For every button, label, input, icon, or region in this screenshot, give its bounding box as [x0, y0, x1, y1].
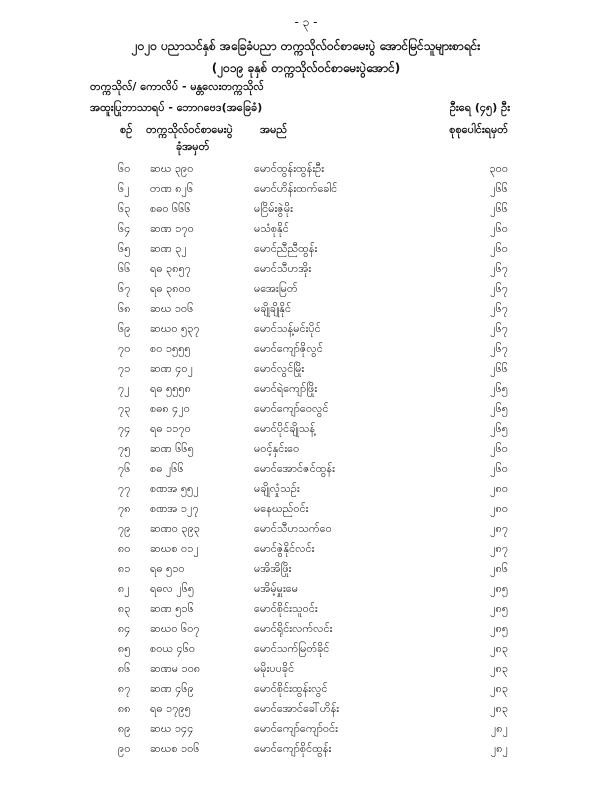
row-indent: [0, 300, 118, 320]
table-row: [0, 660, 612, 680]
table-row: [0, 280, 612, 300]
total-score: ၂၆၅: [490, 382, 508, 395]
row-indent: [0, 700, 118, 720]
total-score: ၂၆၀: [490, 442, 508, 455]
total-score: ၂၈၇: [490, 542, 508, 555]
row-indent: [0, 180, 118, 200]
row-indent: [0, 600, 118, 620]
table-row: [0, 440, 612, 460]
total-score: ၂၈၃: [490, 702, 508, 715]
row-number: ၉၀: [118, 742, 131, 755]
row-number: ၇၀: [118, 342, 131, 355]
row-number: ၆၉: [118, 322, 131, 335]
table-row: [0, 160, 612, 180]
row-indent: [0, 320, 118, 340]
row-indent: [0, 500, 118, 520]
table-row: [0, 400, 612, 420]
table-row: [0, 300, 612, 320]
row-margin: [508, 600, 612, 620]
row-number: ၆၆: [118, 262, 131, 275]
column-header-roll-line2: ခုံအမှတ်: [176, 140, 210, 153]
row-margin: [508, 180, 612, 200]
column-header-score: စုစုပေါင်းရမှတ်: [449, 123, 508, 136]
row-margin: [508, 220, 612, 240]
row-indent: [0, 560, 118, 580]
table-row: [0, 320, 612, 340]
row-margin: [508, 320, 612, 340]
student-name: မောင်သန့်မင်းပိုင်: [254, 322, 321, 335]
row-number: ၈၆: [118, 662, 131, 675]
row-indent: [0, 580, 118, 600]
row-number: ၇၃: [118, 402, 131, 415]
total-score: ၂၆၅: [490, 422, 508, 435]
row-number: ၇၈: [118, 502, 131, 515]
row-margin: [508, 300, 612, 320]
roll-number: စဓ၀ ၆၆၆: [150, 202, 191, 215]
table-row: [0, 500, 612, 520]
table-row: [0, 720, 612, 740]
total-score: ၂၆၀: [490, 222, 508, 235]
row-number: ၈၅: [118, 642, 131, 655]
row-number: ၆၇: [118, 282, 131, 295]
row-number: ၆၄: [118, 222, 131, 235]
roll-number: ဆဃစ ၁၀၆: [150, 742, 200, 755]
row-margin: [508, 660, 612, 680]
row-number: ၈၄: [118, 622, 131, 635]
roll-number: ဆဏ၀ ၃၉၃: [150, 522, 200, 535]
table-row: [0, 560, 612, 580]
student-name: မောင်ကျော်စိုင်ထွန်း: [254, 742, 332, 755]
roll-number: ဆဃ ၃၉၀: [150, 162, 194, 175]
row-margin: [508, 520, 612, 540]
table-row: [0, 640, 612, 660]
row-indent: [0, 200, 118, 220]
roll-number: တဏ ၈၂၆: [150, 182, 194, 195]
row-margin: [508, 700, 612, 720]
table-row: [0, 620, 612, 640]
roll-number: ရဓ ၃၈၀၀: [150, 282, 191, 295]
row-number: ၇၁: [118, 362, 131, 375]
row-indent: [0, 440, 118, 460]
student-name: မောင်သီဟသက်ဝေ: [254, 522, 332, 535]
student-name: မမိုးပပခိုင်: [254, 662, 295, 675]
student-name: မအေးမြတ်: [254, 282, 298, 295]
student-name: မောင်လွင်မြိုး: [254, 362, 305, 375]
table-row: [0, 540, 612, 560]
row-number: ၆၅: [118, 242, 131, 255]
roll-number: စဏအ ၅၅၂: [150, 482, 199, 495]
student-name: မောင်ထွန်းထွန်းဦး: [254, 162, 325, 175]
row-number: ၈၈: [118, 702, 131, 715]
total-score: ၂၈၅: [490, 602, 508, 615]
row-indent: [0, 160, 118, 180]
row-margin: [508, 500, 612, 520]
student-name: မောင်အောင်ခေါ်ဟိန်း: [254, 702, 340, 715]
total-score: ၂၈၀: [490, 482, 508, 495]
row-margin: [508, 280, 612, 300]
row-margin: [508, 560, 612, 580]
roll-number: စဓ ၂၆၆: [150, 462, 184, 475]
roll-number: ဆဃ၀ ၆၀၇: [150, 622, 200, 635]
student-name: မချိုချိုနိုင်: [254, 302, 292, 315]
row-number: ၇၇: [118, 482, 131, 495]
total-score: ၂၈၇: [490, 522, 508, 535]
row-margin: [508, 260, 612, 280]
row-margin: [508, 720, 612, 740]
row-indent: [0, 520, 118, 540]
total-score: ၂၆၇: [490, 282, 508, 295]
total-score: ၂၆၇: [490, 302, 508, 315]
total-score: ၂၆၅: [490, 402, 508, 415]
table-row: [0, 260, 612, 280]
student-name: မောင်သီဟအိုး: [254, 262, 312, 275]
student-name: မောင်ကျော်ဝေလွင်: [254, 402, 329, 415]
row-number: ၈၇: [118, 682, 131, 695]
student-name: မအိမ့်မှူးမေ: [254, 582, 298, 595]
student-name: မောင်ပိုင်ချိုသန့်: [254, 422, 316, 435]
roll-number: စ၀ ၁၅၅၅: [150, 342, 191, 355]
student-name: မောင်အောင်ဇင်ထွန်း: [254, 462, 335, 475]
table-row: [0, 240, 612, 260]
total-score: ၂၆၇: [490, 322, 508, 335]
total-score: ၂၈၂: [490, 742, 508, 755]
table-row: [0, 360, 612, 380]
row-margin: [508, 160, 612, 180]
student-name: မချိုလှုံသဉ်း: [254, 482, 300, 495]
row-margin: [508, 380, 612, 400]
row-margin: [508, 240, 612, 260]
row-margin: [508, 360, 612, 380]
student-name: မငြိမ်းဇွဲမိုး: [254, 202, 293, 215]
row-indent: [0, 540, 118, 560]
row-indent: [0, 280, 118, 300]
total-score: ၂၆၆: [490, 202, 508, 215]
roll-number: ဆဏ ၆၆၅: [150, 442, 194, 455]
column-header-roll: တက္ကသိုလ်ဝင်စာမေးပွဲ: [146, 123, 233, 136]
roll-number: ဆဃစ ၀၁၂: [150, 542, 199, 555]
row-indent: [0, 740, 118, 760]
row-indent: [0, 260, 118, 280]
total-score: ၂၈၃: [490, 682, 508, 695]
student-name: မောင်ရဲကျော်ဖြိုး: [254, 382, 318, 395]
row-margin: [508, 460, 612, 480]
row-indent: [0, 240, 118, 260]
row-number: ၇၉: [118, 522, 131, 535]
row-number: ၈၂: [118, 582, 130, 595]
student-name: မောင်သက်မြတ်ခိုင်: [254, 642, 330, 655]
table-row: [0, 420, 612, 440]
row-number: ၆၀: [118, 162, 131, 175]
table-row: [0, 200, 612, 220]
university-line: တက္ကသိုလ်/ ကောလိပ် - မန္တလေးတက္ကသိုလ်: [90, 80, 264, 93]
row-margin: [508, 340, 612, 360]
total-score: ၂၆၆: [490, 182, 508, 195]
student-name: မောင်ရိုင်းလက်လင်း: [254, 622, 333, 635]
table-row: [0, 380, 612, 400]
total-score: ၂၆၇: [490, 262, 508, 275]
table-row: [0, 340, 612, 360]
row-indent: [0, 220, 118, 240]
table-row: [0, 740, 612, 760]
column-header-name: အမည်: [260, 123, 288, 136]
table-row: [0, 680, 612, 700]
row-margin: [508, 540, 612, 560]
document-title: ၂၀၂၀ ပညာသင်နှစ် အခြေခံပညာ တက္ကသိုလ်ဝင်စာမေးပွဲ အောင်မြင်သူများစာရင်း: [131, 39, 481, 53]
student-name: မောင်ကျော်ဇိုလွင်: [254, 342, 323, 355]
row-margin: [508, 580, 612, 600]
student-name: မောင်ဇွဲနိုင်လင်း: [254, 542, 315, 555]
student-name: မောင်စိုင်းထွန်းလွင်: [254, 682, 328, 695]
table-row: [0, 480, 612, 500]
total-score: ၂၆၀: [490, 242, 508, 255]
row-number: ၇၄: [118, 422, 131, 435]
row-indent: [0, 660, 118, 680]
row-margin: [508, 620, 612, 640]
student-name: မောင်ညီညီထွန်း: [254, 242, 318, 255]
table-row: [0, 460, 612, 480]
row-number: ၈၀: [118, 542, 131, 555]
column-header-no: စဉ်: [120, 123, 133, 136]
row-indent: [0, 420, 118, 440]
student-name: မအိအိဖြိုး: [254, 562, 292, 575]
row-number: ၈၃: [118, 602, 131, 615]
total-score: ၂၈၂: [490, 722, 508, 735]
roll-number: ရဓလ ၂၆၅: [150, 582, 195, 595]
row-indent: [0, 400, 118, 420]
roll-number: စဓ၈ ၄၂၀: [150, 402, 190, 415]
student-name: မဝင့်နှင်းဝေ: [254, 442, 300, 455]
total-score: ၂၈၃: [490, 642, 508, 655]
student-count: ဦးရေ (၄၅) ဦး: [449, 101, 510, 114]
results-table: [0, 160, 612, 760]
row-indent: [0, 720, 118, 740]
total-score: ၂၈၅: [490, 622, 508, 635]
row-number: ၈၉: [118, 722, 131, 735]
roll-number: ဆဏ ၄၆၉: [150, 682, 194, 695]
row-indent: [0, 340, 118, 360]
roll-number: ရဓ ၃၈၅၇: [150, 262, 191, 275]
student-name: မောင်ကျော်ကျော်ဝင်း: [254, 722, 338, 735]
roll-number: ရဓ ၁၇၉၅: [150, 702, 191, 715]
total-score: ၃၀၀: [489, 162, 508, 175]
table-row: [0, 580, 612, 600]
row-indent: [0, 460, 118, 480]
row-margin: [508, 400, 612, 420]
row-indent: [0, 480, 118, 500]
row-margin: [508, 420, 612, 440]
total-score: ၂၆၀: [490, 462, 508, 475]
row-number: ၇၆: [118, 462, 131, 475]
roll-number: စ၀ယ ၄၆၀: [150, 642, 196, 655]
roll-number: ရဓ ၅၅၅၈: [150, 382, 191, 395]
row-number: ၆၈: [118, 302, 131, 315]
row-margin: [508, 680, 612, 700]
total-score: ၂၈၃: [490, 662, 508, 675]
roll-number: ဆဏ ၄၀၂: [150, 362, 193, 375]
total-score: ၂၈၀: [490, 502, 508, 515]
row-indent: [0, 360, 118, 380]
row-number: ၇၂: [118, 382, 130, 395]
table-row: [0, 180, 612, 200]
row-indent: [0, 620, 118, 640]
roll-number: စဏအ ၁၂၇: [150, 502, 199, 515]
row-margin: [508, 200, 612, 220]
row-margin: [508, 640, 612, 660]
roll-number: ရဓ ၁၁၇၀: [150, 422, 191, 435]
row-indent: [0, 640, 118, 660]
page-number: - ၃ -: [294, 15, 318, 29]
total-score: ၂၆၇: [490, 342, 508, 355]
roll-number: ဆဏ ၁၇၀: [150, 222, 194, 235]
row-indent: [0, 380, 118, 400]
roll-number: ဆဃ ၁၀၆: [150, 302, 194, 315]
total-score: ၂၈၆: [490, 562, 508, 575]
results-table-body: [0, 160, 612, 760]
total-score: ၂၆၆: [490, 362, 508, 375]
row-number: ၆၃: [118, 202, 131, 215]
roll-number: ရဓ ၅၁၀: [150, 562, 185, 575]
row-margin: [508, 440, 612, 460]
roll-number: ဆဏ ၃၂: [150, 242, 187, 255]
roll-number: ဆဏ ၅၁၆: [150, 602, 194, 615]
row-number: ၈၁: [118, 562, 131, 575]
row-number: ၇၅: [118, 442, 131, 455]
student-name: မသံစုနိုင်: [254, 222, 289, 235]
total-score: ၂၈၅: [490, 582, 508, 595]
student-name: မောင်စိုင်းသူဝင်း: [254, 602, 318, 615]
roll-number: ဆဏမ ၁၀၈: [150, 662, 201, 675]
row-number: ၆၂: [118, 182, 130, 195]
row-margin: [508, 740, 612, 760]
row-indent: [0, 680, 118, 700]
student-name: မနေဃည်ဝင်း: [254, 502, 309, 515]
table-row: [0, 600, 612, 620]
document-subtitle: (၂၀၁၉ ခုနှစ် တက္ကသိုလ်ဝင်စာမေးပွဲအောင်): [211, 61, 401, 75]
row-margin: [508, 480, 612, 500]
table-row: [0, 220, 612, 240]
table-row: [0, 700, 612, 720]
roll-number: ဆဃ၀ ၅၃၇: [150, 322, 200, 335]
subject-line: အထူးပြုဘာသာရပ် - ဘောဂဗေဒ(အခြေခံ): [90, 101, 263, 114]
table-row: [0, 520, 612, 540]
student-name: မောင်ဟိန်းထက်ခေါင်: [254, 182, 338, 195]
roll-number: ဆဃ ၁၄၄: [150, 722, 194, 735]
